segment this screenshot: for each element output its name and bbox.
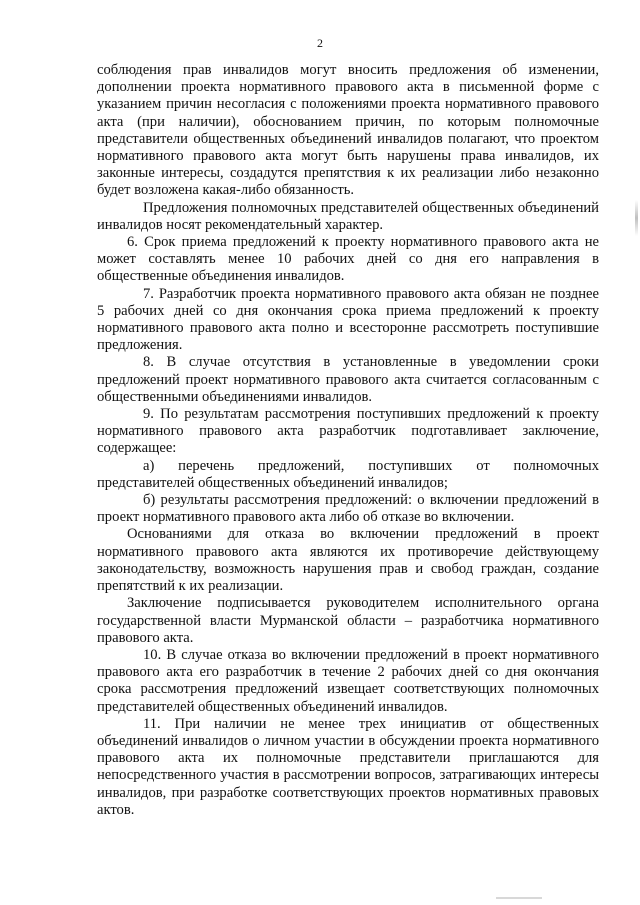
paragraph-item-6: 6. Срок приема предложений к проекту нормативного правового акта не может составлять менее 10 рабочих дней со дня его направления в общественные объединения инвалидов. [97, 234, 599, 285]
scan-edge-mark [635, 200, 638, 236]
paragraph-signature: Заключение подписывается руководителем исполнительного органа государственной власти Мурманской области – разработчика нормативного правового акта. [97, 595, 599, 646]
paragraph-continuation: соблюдения прав инвалидов могут вносить предложения об изменении, дополнении проекта нормативного правового акта в письменной форме с указанием причин несогласия с положениями проекта нормативного правового акта (при наличии), обоснованием причин, по которым полномочные представители общественных объединений инвалидов полагают, что проектом нормативного правового акта могут быть нарушены права инвалидов, их законные интересы, создадутся препятствия к их реализации либо незаконно будет возложена какая-либо обязанность. [97, 62, 599, 199]
paragraph-item-10: 10. В случае отказа во включении предложений в проект нормативного правового акта его разработчик в течение 2 рабочих дней со дня окончания срока рассмотрения предложений извещает соответствующих полномочных представителей общественных объединений инвалидов. [97, 646, 599, 715]
paragraph-item-7: 7. Разработчик проекта нормативного правового акта обязан не позднее 5 рабочих дней со дня окончания срока приема предложений к проекту нормативного правового акта полно и всесторонне рассмотреть поступившие предложения. [97, 285, 599, 354]
paragraph-item-8: 8. В случае отсутствия в установленные в уведомлении сроки предложений проект нормативного правового акта считается согласованным с общественными объединениями инвалидов. [97, 354, 599, 405]
paragraph-item-9b: б) результаты рассмотрения предложений: о включении предложений в проект нормативного правового акта либо об отказе во включении. [97, 492, 599, 526]
paragraph-item-11: 11. При наличии не менее трех инициатив от общественных объединений инвалидов о личном участии в обсуждении проекта нормативного правового акта их полномочные представители приглашаются для непосредственного участия в рассмотрении вопросов, затрагивающих интересы инвалидов, при разработке соответствующих проектов нормативных правовых актов. [97, 715, 599, 818]
paragraph-refusal-grounds: Основаниями для отказа во включении предложений в проект нормативного правового акта являются их противоречие действующему законодательству, возможность нарушения прав и свобод граждан, создание препятствий к их реализации. [97, 526, 599, 595]
scan-bottom-mark [496, 897, 542, 899]
paragraph-item-9a: а) перечень предложений, поступивших от полномочных представителей общественных объединений инвалидов; [97, 457, 599, 491]
paragraph-item-9: 9. По результатам рассмотрения поступивших предложений к проекту нормативного правового акта разработчик подготавливает заключение, содержащее: [97, 406, 599, 457]
document-body [97, 62, 599, 819]
paragraph-recommendations: Предложения полномочных представителей общественных объединений инвалидов носят рекомендательный характер. [97, 199, 599, 233]
page-number: 2 [317, 36, 323, 50]
